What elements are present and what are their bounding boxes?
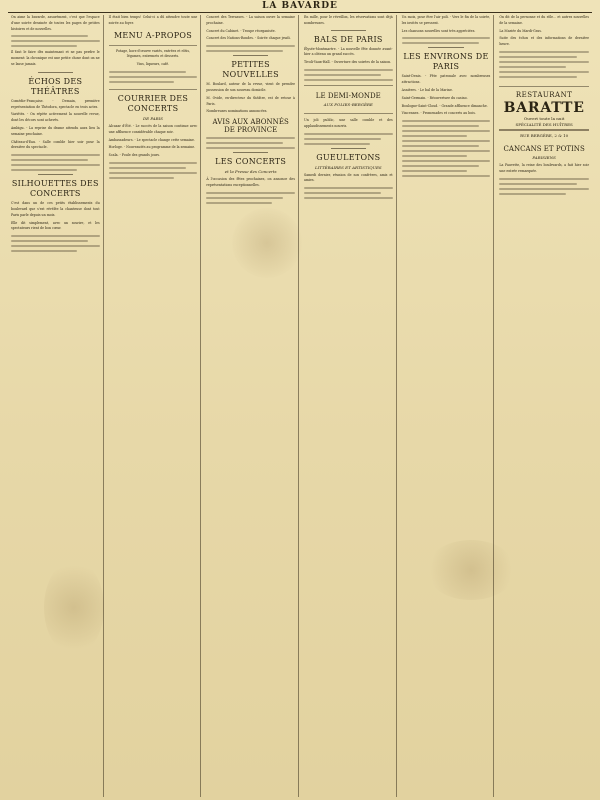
article-text: Élysée-Montmartre. - La nouvelle fête donnée avant-hier a obtenu un grand succès.	[303, 46, 393, 57]
article-text: Comédie-Française. - Demain, première représentation de Théodora, spectacle en trois actes.	[11, 98, 100, 109]
section-heading: SILHOUETTES DES CONCERTS	[11, 179, 99, 199]
article-text: C'est dans un de ces petits établissements du boulevard que s'est révélée la chanteuse dont tout Paris parle depuis un mois.	[11, 201, 100, 217]
text-line	[402, 125, 479, 127]
article-text: Variétés. - On répète activement la nouvelle revue, dont les décors sont achevés.	[11, 112, 100, 123]
text-line	[304, 74, 381, 76]
text-line	[109, 76, 198, 78]
text-line	[402, 150, 491, 152]
article-text: Alcazar d'Été. - Le succès de la saison continue avec une affluence considérable chaque soir.	[108, 123, 198, 134]
text-line	[109, 167, 186, 169]
text-line	[11, 240, 88, 242]
text-line	[402, 37, 491, 39]
article-text: Suite des échos et des informations de dernière heure.	[499, 36, 589, 47]
text-line	[11, 245, 100, 247]
text-line	[499, 61, 589, 63]
separator-rule	[428, 47, 463, 48]
text-line	[304, 138, 381, 140]
restaurant-address: RUE BERGÈRE, 2 & 10	[520, 132, 569, 138]
column-1	[8, 15, 104, 797]
text-line	[206, 197, 283, 199]
column-grid	[8, 15, 592, 797]
text-line	[499, 56, 577, 58]
article-text: Concert des Nations-Rondes. - Soirée chaque jeudi.	[206, 36, 291, 41]
text-line	[402, 175, 491, 177]
text-line	[499, 183, 577, 185]
text-line	[109, 71, 186, 73]
text-line	[206, 192, 295, 194]
article-text: Scala. - Foule des grands jours.	[108, 153, 161, 158]
section-heading: ÉCHOS DES THÉÂTRES	[28, 76, 83, 96]
section-subheading: et la Presse des Concerts	[224, 169, 277, 175]
article-text: Boulogne-Saint-Cloud. - Grande affluence dimanche.	[401, 103, 488, 108]
text-line	[206, 147, 295, 149]
text-line	[499, 51, 589, 53]
article-text: Concert des Terrasses. - La saison ouvre la semaine prochaine.	[206, 15, 295, 25]
separator-rule	[233, 152, 268, 153]
article-text: Ambassadeurs. - Le spectacle change cette semaine.	[108, 137, 195, 142]
text-line	[11, 159, 88, 161]
section-heading: LES ENVIRONS DE PARIS	[403, 52, 489, 72]
text-line	[402, 155, 468, 157]
restaurant-name: BARATTE	[503, 99, 585, 116]
text-line	[206, 202, 272, 204]
menu-box	[109, 45, 198, 90]
article-text: La Fauvette, la reine des boulevards, a fait hier soir une entrée remarquée.	[499, 162, 589, 173]
article-text: Ambigu. - La reprise du drame attendu aura lieu la semaine prochaine.	[11, 125, 100, 136]
article-text: On dit de la personne et du rôle... et autres nouvelles de la semaine.	[499, 15, 589, 25]
article-text: Un joli public, une salle comble et des applaudissements nourris.	[303, 117, 393, 128]
text-line	[402, 135, 468, 137]
column-5	[399, 15, 495, 797]
text-line	[402, 145, 479, 147]
article-text: Vincennes. - Promenades et concerts au bois.	[401, 111, 476, 116]
article-text: Château-d'Eau. - Salle comble hier soir pour la dernière du spectacle.	[11, 139, 100, 150]
text-line	[402, 165, 479, 167]
text-line	[304, 192, 381, 194]
text-line	[206, 45, 295, 47]
top-rule	[8, 12, 592, 13]
restaurant-ad	[499, 86, 589, 142]
text-line	[499, 178, 589, 180]
article-text: Nombreuses nominations annoncées.	[206, 109, 268, 114]
text-line	[11, 235, 100, 237]
text-line	[304, 69, 393, 71]
text-line	[206, 137, 295, 139]
separator-rule	[233, 55, 268, 56]
section-subheading: PARISIENS	[532, 154, 556, 160]
column-2	[106, 15, 202, 797]
article-text: Samedi dernier, réunion de nos confrères, amis et amies.	[303, 172, 393, 183]
ad-band	[499, 129, 589, 131]
article-text: Un mois, pour être l'air poli. - Vers le fin de la soirée, les invités se pressent.	[401, 15, 491, 25]
text-line	[499, 66, 565, 68]
article-text: M. Boulard, auteur de la revue, vient de prendre possession de son nouveau domicile.	[206, 82, 295, 92]
text-line	[11, 250, 77, 252]
demi-monde-box	[304, 85, 393, 114]
article-text: À l'occasion des fêtes prochaines, on annonce des représentations exceptionnelles.	[206, 177, 295, 187]
restaurant-hours: Ouvert toute la nuit	[523, 115, 565, 121]
article-text: La Mariée du Mardi-Gras.	[499, 28, 542, 33]
menu-text: Potage, hors-d'œuvre variés, entrées et rôtis, légumes, entremets et desserts.	[115, 48, 191, 59]
text-line	[109, 162, 198, 164]
text-line	[11, 164, 100, 166]
menu-text: Vins, liqueurs, café.	[136, 62, 170, 67]
section-heading: COURRIER DES CONCERTS	[117, 93, 189, 113]
text-line	[11, 40, 100, 42]
text-line	[109, 177, 175, 179]
restaurant-specialty: SPÉCIALITÉ DES HUÎTRES	[515, 121, 573, 127]
text-line	[304, 79, 393, 81]
text-line	[402, 120, 491, 122]
section-heading: LE DEMI-MONDE	[315, 91, 381, 100]
article-text: Asnières. - Le bal de la Marine.	[401, 87, 453, 92]
text-line	[109, 172, 198, 174]
text-line	[499, 193, 565, 195]
text-line	[499, 188, 589, 190]
column-3	[203, 15, 299, 797]
text-line	[402, 130, 491, 132]
restaurant-title: RESTAURANT	[515, 90, 573, 99]
separator-rule	[38, 174, 73, 175]
text-line	[11, 45, 77, 47]
text-line	[499, 71, 589, 73]
article-text: Saint-Germain. - Réouverture du casino.	[401, 95, 468, 100]
article-text: Horloge. - Nouveautés au programme de la semaine.	[108, 145, 196, 150]
section-heading: BALS DE PARIS	[313, 34, 383, 44]
section-heading: MENU A-PROPOS	[113, 30, 193, 40]
separator-rule	[38, 72, 73, 73]
text-line	[304, 197, 393, 199]
section-subheading: LITTÉRAIRES ET ARTISTIQUES	[314, 164, 382, 170]
masthead-title: LA BAVARDE	[262, 1, 338, 11]
text-line	[402, 140, 491, 142]
text-line	[11, 35, 88, 37]
section-subheading: AUX FOLIES-BERGÈRE	[323, 101, 373, 107]
article-text: Saint-Denis. - Fête patronale avec nombreuses attractions.	[401, 74, 491, 85]
text-line	[304, 133, 393, 135]
section-heading: CANCANS ET POTINS	[503, 144, 585, 153]
article-text: En mille, pour le réveillon, les réservations sont déjà nombreuses.	[303, 15, 393, 25]
section-heading: GUEULETONS	[316, 152, 381, 162]
text-line	[109, 81, 175, 83]
text-line	[304, 143, 370, 145]
article-text: Il faut le faire dès maintenant et ne pas perdre le moment: la chronique est une petite chose dont on ne se lasse jamais.	[11, 50, 100, 66]
article-text: Elle dit simplement, avec un sourire, et les spectateurs rient de bon cœur.	[11, 220, 100, 231]
text-line	[402, 42, 479, 44]
text-line	[11, 169, 77, 171]
text-line	[499, 76, 577, 78]
section-heading: AVIS AUX ABONNÉS DE PROVINCE	[212, 118, 289, 135]
column-4	[301, 15, 397, 797]
article-text: Les chansons nouvelles sont très appréciées.	[401, 28, 476, 33]
text-line	[206, 50, 283, 52]
section-heading: PETITES NOUVELLES	[222, 60, 279, 80]
text-line	[304, 187, 393, 189]
article-text: Concert du Cabinet. - Troupe réorganisée.	[206, 28, 276, 33]
article-block	[11, 15, 100, 68]
text-line	[206, 142, 283, 144]
section-subheading: DE PARIS	[142, 115, 164, 121]
text-line	[402, 170, 468, 172]
article-text: M. Ovide, ex-directeur du théâtre, est de retour à Paris.	[206, 95, 295, 106]
article-text: Il était bien temps! Celui-ci a dû attendre toute une soirée au foyer.	[108, 15, 198, 25]
column-6	[496, 15, 592, 797]
separator-rule	[331, 148, 366, 149]
separator-rule	[331, 30, 366, 31]
text-line	[402, 160, 491, 162]
text-line	[11, 154, 100, 156]
section-heading: LES CONCERTS	[215, 157, 287, 167]
article-text: On aime la bavarde, assurément, c'est que l'espace d'une soirée dessinée de toutes les pages de petites histoires et de nouvelles.	[11, 15, 100, 31]
article-text: Tivoli-Vaux-Hall. - Ouverture des soirées de la saison.	[303, 60, 392, 65]
